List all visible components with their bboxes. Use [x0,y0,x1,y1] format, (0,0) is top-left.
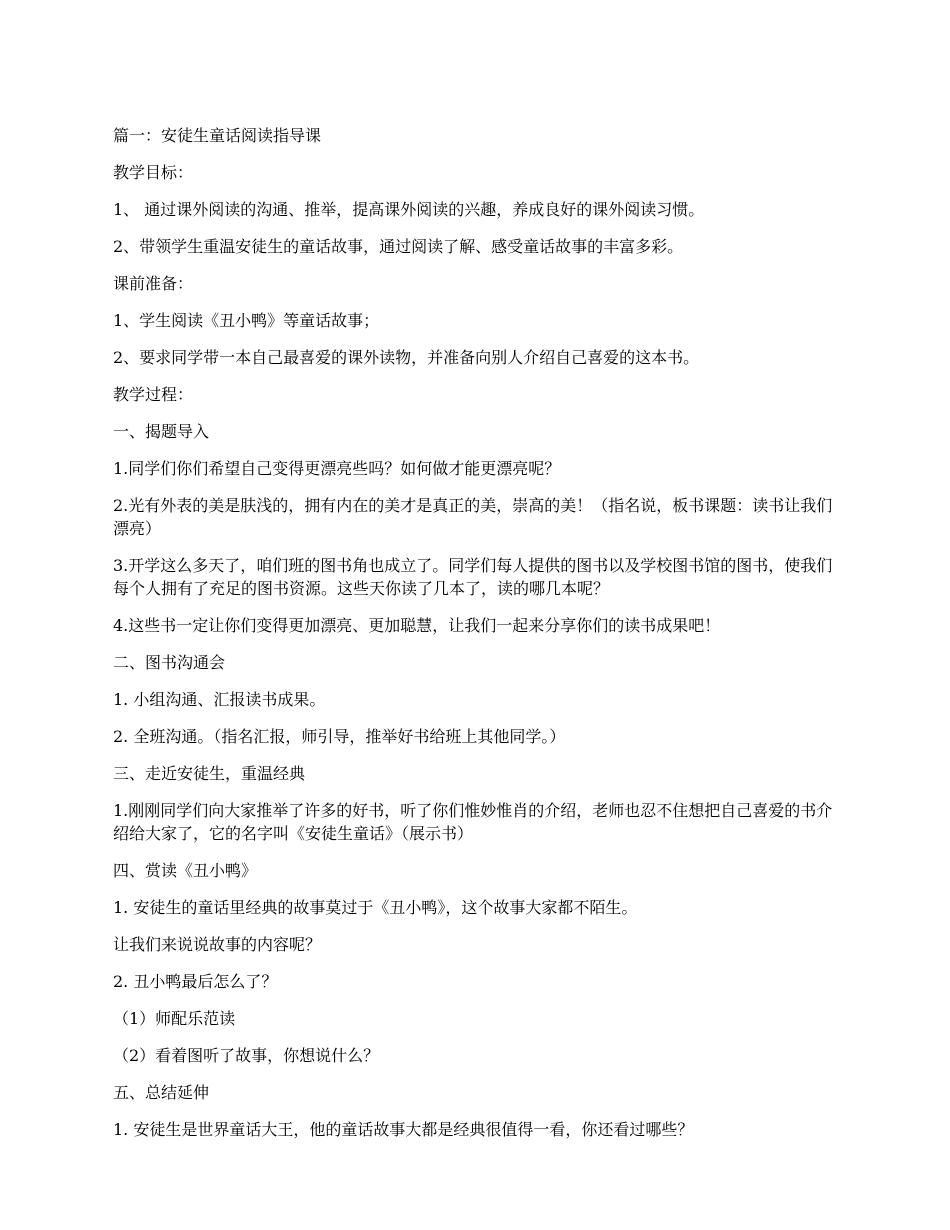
paragraph: 1、 通过课外阅读的沟通、推举，提高课外阅读的兴趣，养成良好的课外阅读习惯。 [113,200,705,219]
section-heading: 二、图书沟通会 [113,653,226,672]
paragraph: 1. 安徒生是世界童话大王，他的童话故事大都是经典很值得一看，你还看过哪些？ [113,1120,694,1139]
paragraph: 2、带领学生重温安徒生的童话故事，通过阅读了解、感受童话故事的丰富多彩。 [113,237,684,256]
document-body [113,124,833,1155]
paragraph: （1）师配乐范读 [113,1009,236,1028]
paragraph: 1.刚刚同学们向大家推举了许多的好书，听了你们惟妙惟肖的介绍，老师也忍不住想把自己喜爱的书介绍给大家了，它的名字叫《安徒生童话》（展示书） [113,801,833,843]
paragraph: 2. 全班沟通。（指名汇报，师引导，推举好书给班上其他同学。） [113,727,566,746]
paragraph: 2、要求同学带一本自己最喜爱的课外读物，并准备向别人介绍自己喜爱的这本书。 [113,348,700,367]
paragraph: 1、学生阅读《丑小鸭》等童话故事； [113,311,380,330]
section-heading: 教学目标： [113,163,194,182]
paragraph: 1.同学们你们希望自己变得更漂亮些吗？如何做才能更漂亮呢？ [113,459,561,478]
paragraph: 2.光有外表的美是肤浅的，拥有内在的美才是真正的美，崇高的美！（指名说，板书课题：读书让我们漂亮） [113,496,833,538]
paragraph: 1. 小组沟通、汇报读书成果。 [113,690,326,709]
paragraph: 1. 安徒生的童话里经典的故事莫过于《丑小鸭》，这个故事大家都不陌生。 [113,898,638,917]
section-heading: 课前准备： [113,274,194,293]
paragraph: 2. 丑小鸭最后怎么了？ [113,972,278,991]
document-title: 篇一：安徒生童话阅读指导课 [113,126,322,145]
paragraph: 让我们来说说故事的内容呢？ [113,935,322,954]
section-heading: 五、总结延伸 [113,1083,210,1102]
paragraph: 3.开学这么多天了，咱们班的图书角也成立了。同学们每人提供的图书以及学校图书馆的图书，使我们每个人拥有了充足的图书资源。这些天你读了几本了，读的哪几本呢？ [113,556,833,598]
paragraph: （2）看着图听了故事，你想说什么？ [113,1046,380,1065]
paragraph: 4.这些书一定让你们变得更加漂亮、更加聪慧，让我们一起来分享你们的读书成果吧！ [113,616,721,635]
section-heading: 教学过程： [113,385,194,404]
section-heading: 四、赏读《丑小鸭》 [113,861,258,880]
section-heading: 一、揭题导入 [113,422,210,441]
section-heading: 三、走近安徒生，重温经典 [113,764,306,783]
